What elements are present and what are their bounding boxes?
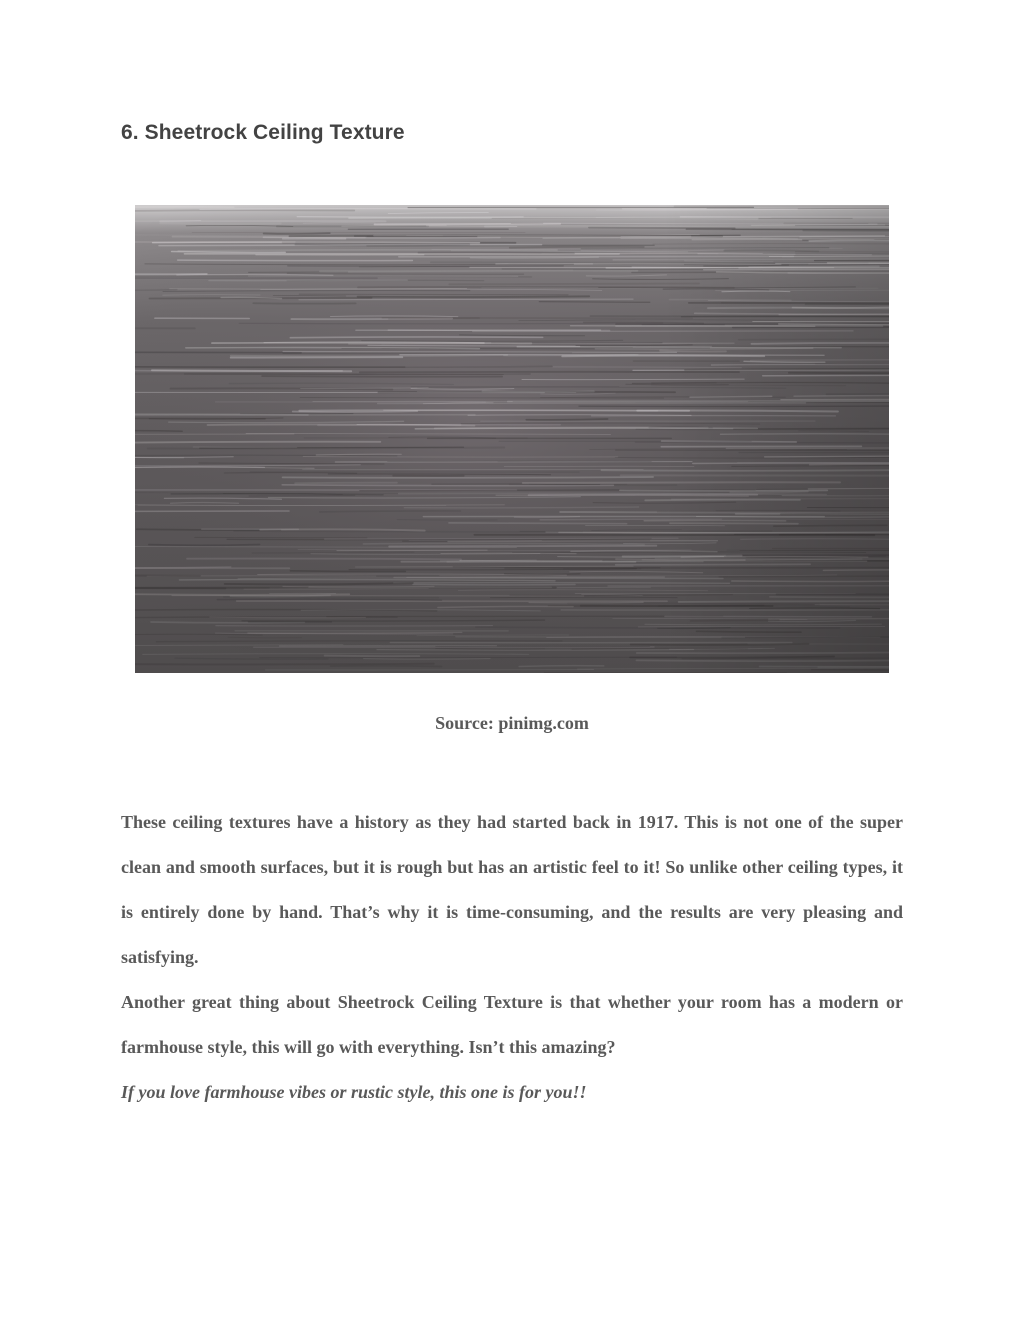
paragraph-style: Another great thing about Sheetrock Ceiling Texture is that whether your room has a modern or farmhouse style, this will go with everything. Isn’t this amazing? — [121, 992, 903, 1057]
image-source-caption: Source: pinimg.com — [435, 713, 589, 733]
section-heading: 6. Sheetrock Ceiling Texture — [121, 121, 405, 144]
emphasis-line: If you love farmhouse vibes or rustic style, this one is for you!! — [121, 1082, 587, 1102]
ceiling-texture-image — [135, 205, 889, 673]
texture-photo — [135, 205, 889, 673]
paragraph-history: These ceiling textures have a history as they had started back in 1917. This is not one of the super clean and smooth surfaces, but it is rough but has an artistic feel to it! So unlike other ceiling types, it is entirely done by hand. That’s why it is time-consuming, and the results are very pleasing and satisfying. — [121, 812, 903, 967]
article-body — [121, 800, 903, 1115]
